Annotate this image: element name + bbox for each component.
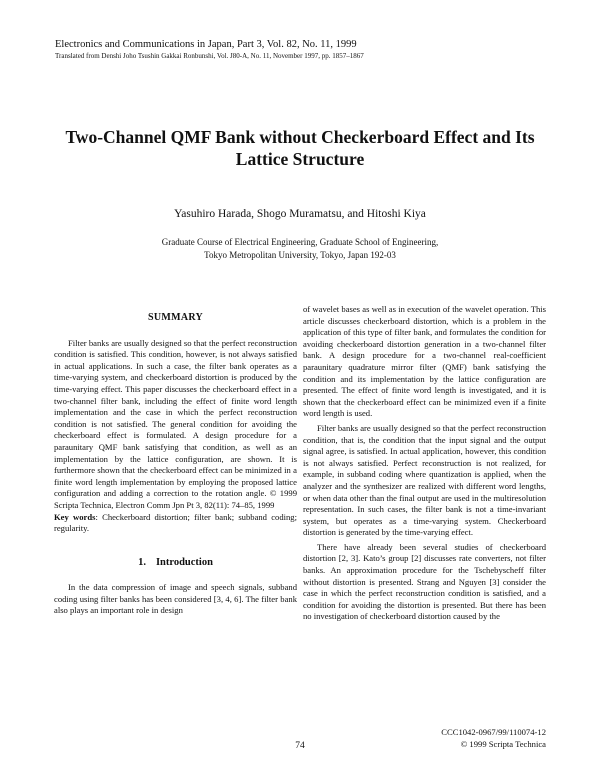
summary-text: Filter banks are usually designed so that the perfect reconstruction condition is satisfied. This condition, however, is not always satisfied in actual applications. In such a case, the filter bank operates as a time-varying system, and checkerboard distortion is produced by the time-varying effect. This paper discusses the checkerboard effect in a two-channel filter bank, including the effect of finite word length implementation and the case in which the perfect reconstruction condition is not satisfied. The general condition for avoiding the checkerboard effect is formulated. A design procedure for a paraunitary QMF bank satisfying that condition, as well as an implementation by the lattice configuration, are shown. It is furthermore shown that the checkerboard effect can be minimized in a finite word length implementation by employing the proposed lattice configuration and adding a correction to the rotation angle. © 1999 Scripta Technica, Electron Comm Jpn Pt 3, 82(11): 74–85, 1999 <box>54 337 297 510</box>
translation-note: Translated from Denshi Joho Tsushin Gakkai Ronbunshi, Vol. J80-A, No. 11, November 1997, pp. 1857–1867 <box>55 52 364 60</box>
summary-heading: SUMMARY <box>147 312 204 323</box>
section-title: Introduction <box>155 556 213 568</box>
keywords <box>54 512 297 535</box>
right-paragraph-2: Filter banks are usually designed so that the perfect reconstruction condition, that is, the condition that the input signal and the output signal agree, is satisfied. In actual application, however, this condition is not always satisfied. Perfect reconstruction is not realized, for example, in subband coding where quantization is applied, when the analyzer and the synthesizer are realized with different word lengths, or when data other than the final output are used in the multiresolution representation. In such cases, the filter bank is not a time-invariant system, but operates as a time-varying system. Checkerboard distortion is generated by the time-varying effect. <box>303 422 546 538</box>
journal-citation: Electronics and Communications in Japan, Part 3, Vol. 82, No. 11, 1999 <box>55 39 357 50</box>
affiliation-line-2: Tokyo Metropolitan University, Tokyo, Japan 192-03 <box>204 250 396 260</box>
ccc-code: CCC1042-0967/99/110074-12 <box>441 727 546 737</box>
keywords-label: Key words <box>54 511 96 522</box>
section-number: 1. <box>138 556 146 568</box>
section-heading-introduction <box>54 557 297 569</box>
introduction-paragraph-1: In the data compression of image and speech signals, subband coding using filter banks has been considered [3, 4, 6]. The filter bank also plays an important role in design <box>54 582 297 616</box>
paper-title: Two-Channel QMF Bank without Checkerboard Effect and Its Lattice Structure <box>65 127 535 169</box>
affiliation <box>40 236 560 262</box>
left-column <box>54 312 297 617</box>
keywords-text: : Checkerboard distortion; filter bank; subband coding; regularity. <box>54 511 297 534</box>
right-paragraph-3: There have already been several studies of checkerboard distortion [2, 3]. Kato’s group [2] discusses rate converters, not filter banks. An approximation procedure for the Tschebyscheff filter without distortion is presented. Strang and Nguyen [3] consider the case in which the perfect reconstruction condition is satisfied, and a condition for avoiding the distortion is presented. But there has been no investigation of checkerboard distortion caused by the <box>303 541 546 622</box>
page-number: 74 <box>295 741 305 751</box>
right-column <box>303 304 546 623</box>
affiliation-line-1: Graduate Course of Electrical Engineering, Graduate School of Engineering, <box>161 237 439 247</box>
paper-authors: Yasuhiro Harada, Shogo Muramatsu, and Hitoshi Kiya <box>174 208 426 220</box>
footer-copyright: © 1999 Scripta Technica <box>460 738 546 749</box>
right-paragraph-1: of wavelet bases as well as in execution of the wavelet operation. This article discusses checkerboard distortion, which is a problem in the application of this type of filter bank, and formulates the condition for avoiding checkerboard distortion generation in a two-channel filter bank. A design procedure for a two-channel real-coefficient paraunitary quadrature mirror filter (QMF) bank satisfying the condition and its implementation by the lattice configuration are presented. The effect of finite word length is investigated, and it is shown that the checkerboard effect can be minimized even if a finite word length is used. <box>303 304 546 419</box>
journal-header <box>55 38 555 61</box>
